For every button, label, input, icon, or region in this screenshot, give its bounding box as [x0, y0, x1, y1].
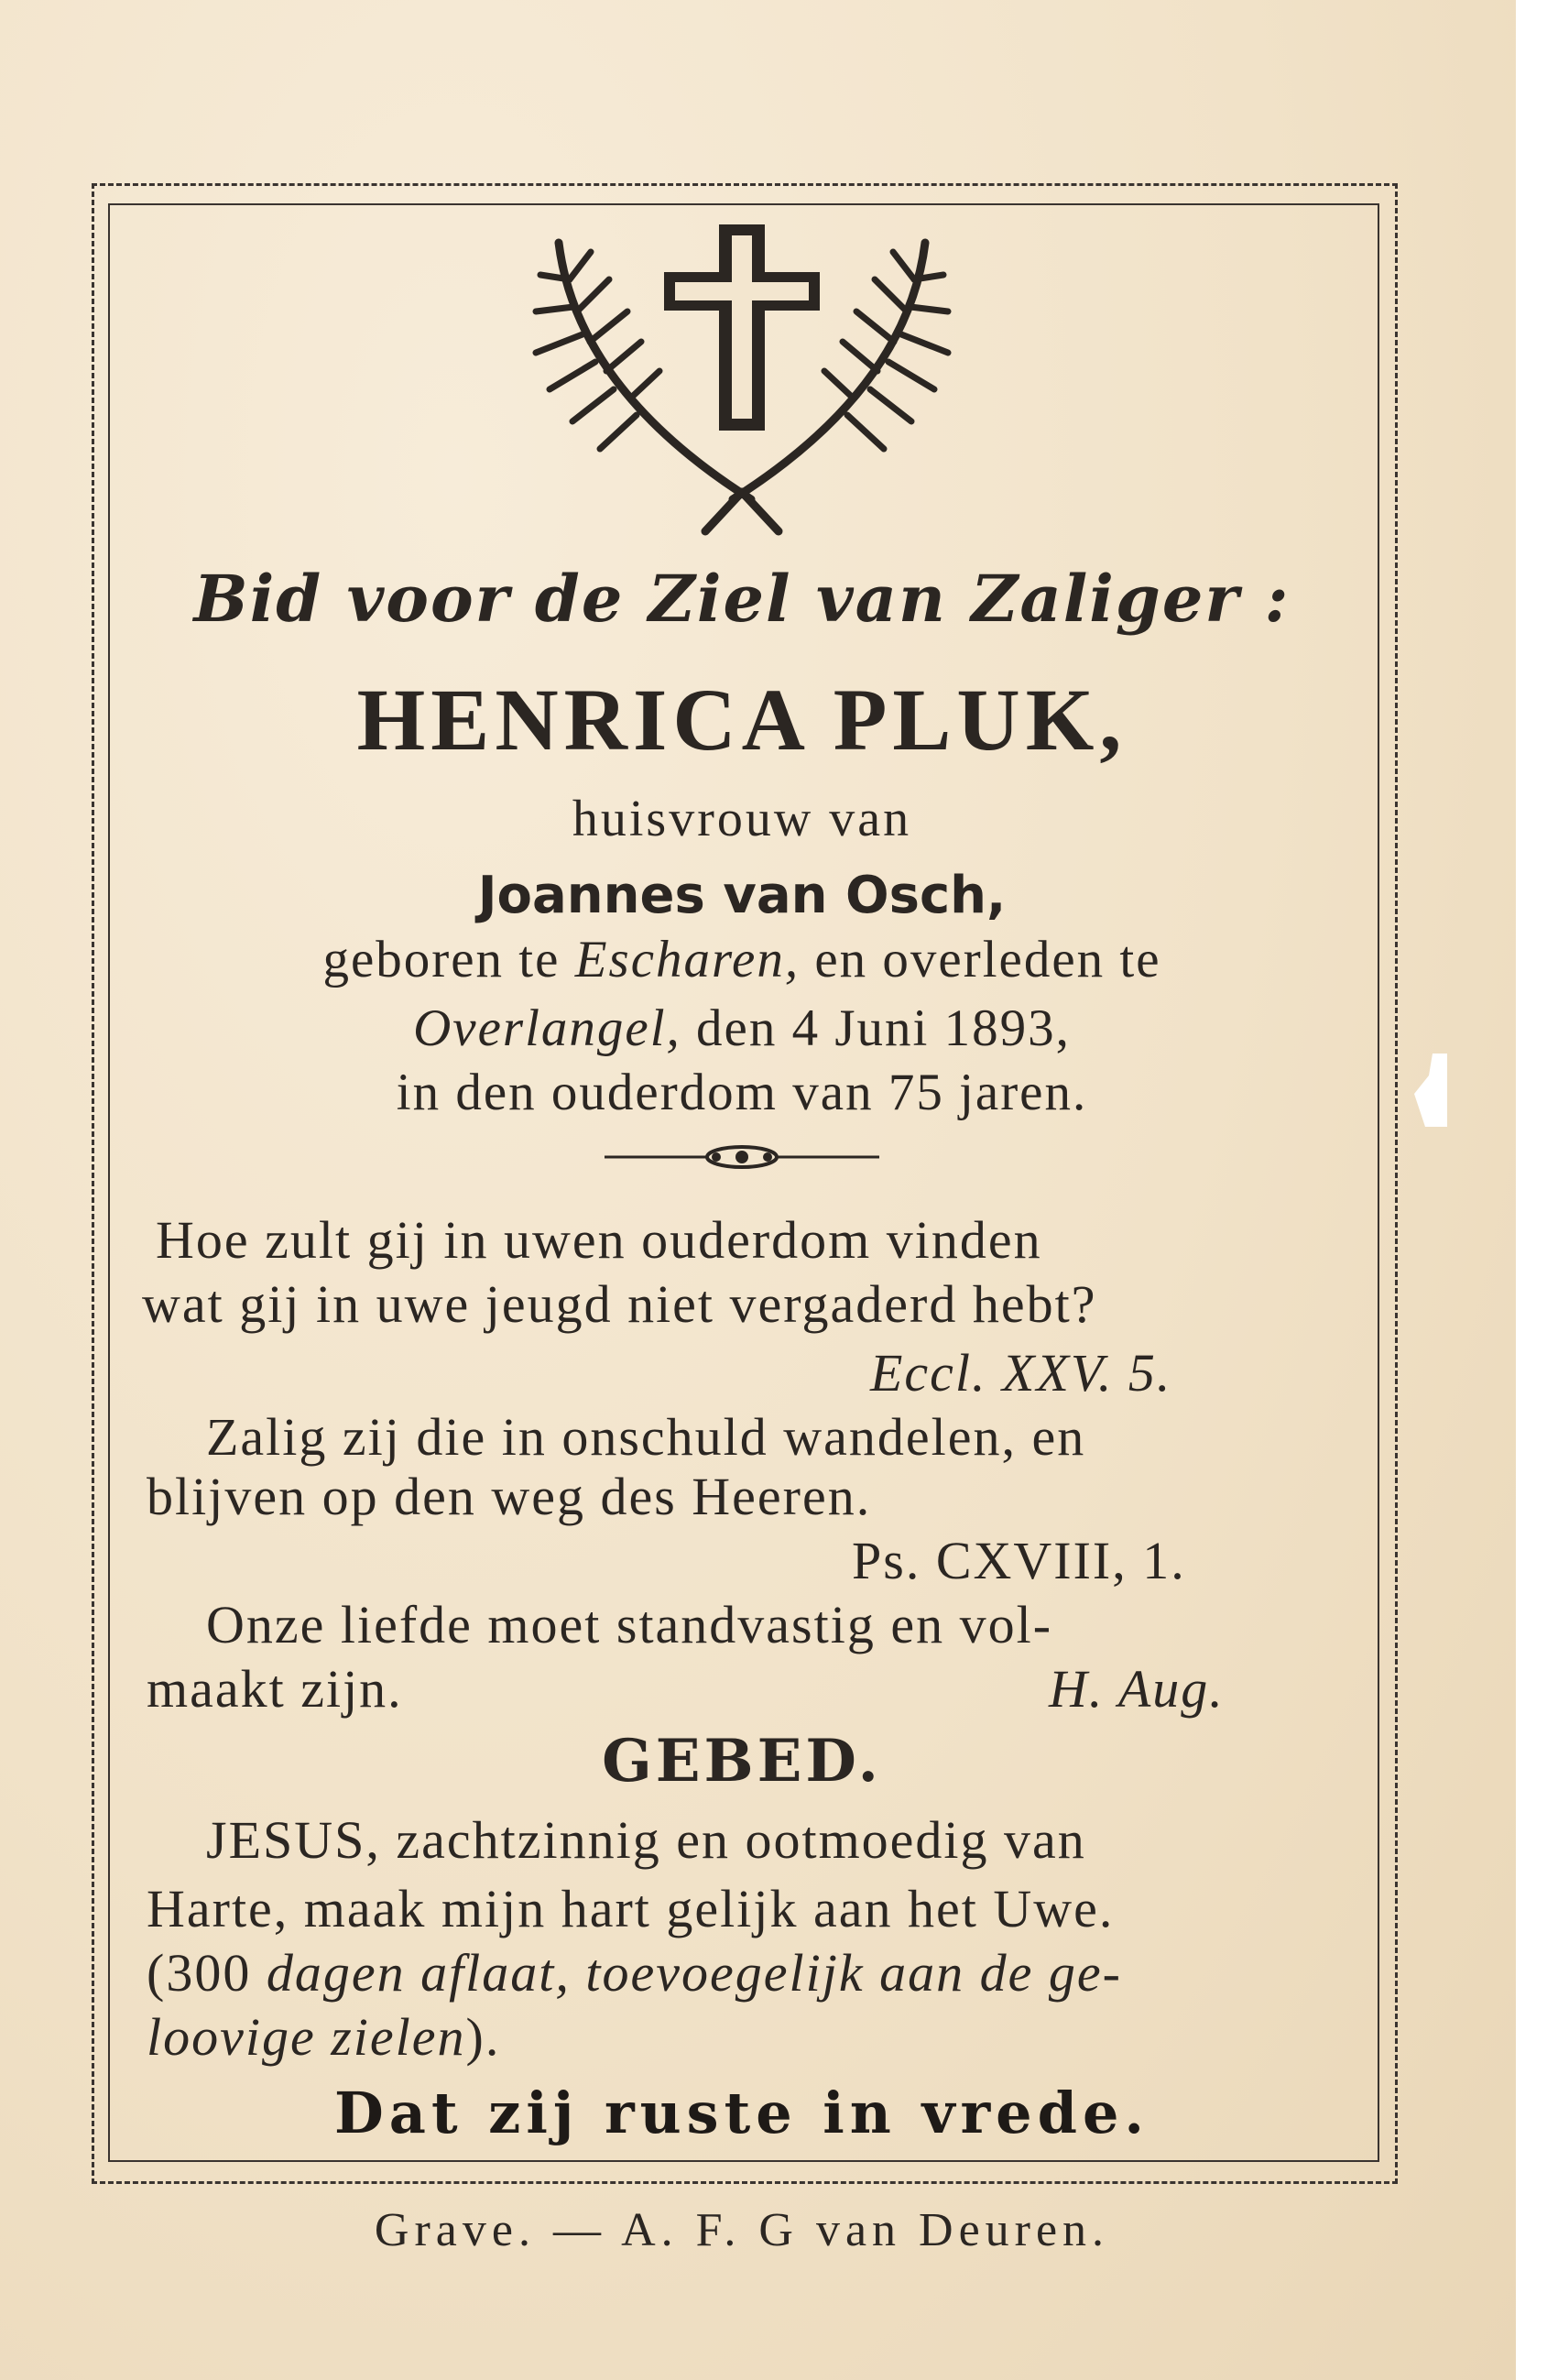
verse-2-line-1: Zalig zij die in onschuld wandelen, en: [206, 1407, 1086, 1467]
age-line: in den ouderdom van 75 jaren.: [396, 1064, 1088, 1121]
verse-3-line-1: Onze liefde moet standvastig en vol-: [206, 1595, 1053, 1654]
prayer-title: GEBED.: [602, 1727, 882, 1796]
husband-name: Joannes van Osch,: [477, 866, 1007, 925]
verse-1-reference: Eccl. XXV. 5.: [870, 1343, 1172, 1403]
birth-place: Escharen,: [574, 931, 801, 988]
heading-pray-for-soul: Bid voor de Ziel van Zaliger :: [193, 561, 1291, 637]
prayer-line-2: Harte, maak mijn hart gelijk aan het Uwe.: [147, 1879, 1115, 1938]
birth-death-line-2: Overlangel, den 4 Juni 1893,: [413, 999, 1071, 1057]
prayer-line-3: (300 dagen aflaat, toevoegelijk aan de ge-: [147, 1943, 1122, 2003]
verse-3-reference: H. Aug.: [1049, 1659, 1225, 1719]
death-place: Overlangel,: [413, 999, 681, 1057]
verse-2-line-2: blijven op den weg des Heeren.: [147, 1467, 872, 1526]
verse-3-line-2: maakt zijn.: [147, 1659, 403, 1719]
cross-with-palm-branches-icon: [522, 224, 962, 536]
prayer-line-1: JESUS, zachtzinnig en ootmoedig van: [206, 1810, 1086, 1870]
prayer-line-4: loovige zielen).: [147, 2007, 501, 2067]
ornamental-divider-icon: [605, 1143, 879, 1171]
birth-death-line-1: geboren te Escharen, en overleden te: [322, 931, 1161, 988]
deceased-name: HENRICA PLUK,: [356, 671, 1128, 769]
closing-blessing: Dat zij ruste in vrede.: [334, 2080, 1149, 2146]
relation-text: huisvrouw van: [572, 791, 912, 847]
verse-1-line-2: wat gij in uwe jeugd niet vergaderd hebt?: [142, 1274, 1097, 1334]
verse-2-reference: Ps. CXVIII, 1.: [852, 1531, 1186, 1590]
verse-1-line-1: Hoe zult gij in uwen ouderdom vinden: [156, 1210, 1042, 1270]
torn-edge: [1411, 1054, 1447, 1127]
printer-imprint: Grave. — A. F. G van Deuren.: [374, 2204, 1110, 2256]
